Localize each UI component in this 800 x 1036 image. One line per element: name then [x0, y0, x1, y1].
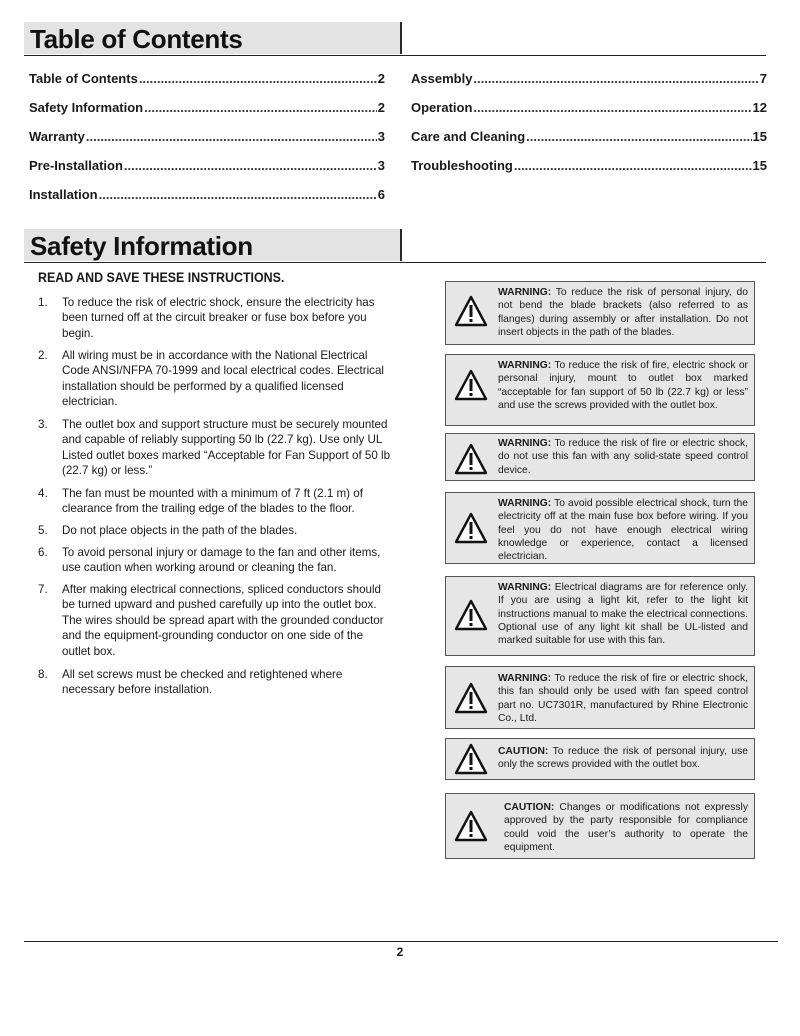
instruction-item	[38, 417, 390, 481]
safety-header-rule	[24, 262, 766, 263]
warning-body: Electrical diagrams are for reference only. If you are using a light kit, refer to the light kit instructions manual to make the electrical connections. Optional use of any light kit shall be UL-listed and marked suitable for use with this fan.	[498, 582, 748, 647]
toc-entry[interactable]	[29, 128, 385, 146]
warning-box	[445, 281, 755, 345]
instruction-number: 3.	[38, 418, 48, 431]
page-number: 2	[396, 945, 404, 959]
toc-leader	[473, 70, 758, 88]
caution-label: CAUTION:	[498, 746, 549, 757]
toc-right-column	[411, 70, 767, 190]
toc-entry-page: 3	[377, 158, 385, 173]
warning-box	[445, 666, 755, 729]
warning-body: To reduce the risk of personal injury, do not bend the blade brackets (also referred to as flanges) during assembly or after installation. Do not insert objects in the path of the blades.	[498, 287, 748, 338]
caution-text	[504, 801, 748, 854]
toc-entry[interactable]	[29, 186, 385, 204]
warning-body: To reduce the risk of fire or electric shock, this fan should only be used with fan speed control part no. UC7301R, manufactured by Rhine Electronic Co., Ltd.	[498, 673, 748, 724]
warning-label: WARNING:	[498, 582, 552, 593]
instruction-text: The fan must be mounted with a minimum of 7 ft (2.1 m) of clearance from the trailing edge of the blades to the floor.	[62, 487, 363, 516]
warning-triangle-icon	[454, 682, 488, 714]
toc-leader	[144, 99, 377, 117]
caution-triangle-icon	[454, 810, 488, 842]
warning-triangle-icon	[454, 295, 488, 327]
toc-leader	[139, 70, 377, 88]
warning-label: WARNING:	[498, 498, 552, 509]
toc-leader	[86, 128, 377, 146]
caution-box	[445, 738, 755, 780]
toc-header-rule	[24, 55, 766, 56]
toc-entry-label: Safety Information	[29, 100, 144, 115]
toc-leader	[124, 157, 377, 175]
instruction-number: 7.	[38, 583, 48, 596]
warning-label: WARNING:	[498, 287, 552, 298]
instruction-item	[38, 667, 390, 699]
toc-entry-page: 15	[752, 158, 767, 173]
safety-subtitle: READ AND SAVE THESE INSTRUCTIONS.	[38, 270, 285, 285]
warning-box	[445, 576, 755, 656]
instruction-number: 1.	[38, 296, 48, 309]
toc-entry[interactable]	[29, 70, 385, 88]
toc-entry-page: 2	[377, 71, 385, 86]
warning-text	[498, 286, 748, 339]
warning-text	[498, 437, 748, 477]
instruction-item	[38, 486, 390, 518]
toc-header-band	[24, 22, 402, 54]
safety-header-band	[24, 229, 402, 261]
instruction-text: To reduce the risk of electric shock, ensure the electricity has been turned off at the circuit breaker or fuse box before you begin.	[62, 296, 375, 340]
toc-leader	[473, 99, 751, 117]
instruction-number: 6.	[38, 546, 48, 559]
caution-triangle-icon	[454, 743, 488, 775]
warning-box	[445, 354, 755, 426]
toc-title: Table of Contents	[30, 24, 243, 54]
toc-entry-label: Operation	[411, 100, 473, 115]
caution-box	[445, 793, 755, 859]
caution-text	[498, 745, 748, 772]
instruction-number: 8.	[38, 668, 48, 681]
toc-entry-page: 15	[752, 129, 767, 144]
toc-entry-page: 12	[752, 100, 767, 115]
caution-label: CAUTION:	[504, 802, 555, 813]
toc-entry[interactable]	[411, 99, 767, 117]
warning-box	[445, 433, 755, 481]
instruction-number: 4.	[38, 487, 48, 500]
toc-entry-page: 6	[377, 187, 385, 202]
instruction-text: Do not place objects in the path of the blades.	[62, 524, 298, 537]
toc-entry-label: Installation	[29, 187, 98, 202]
warning-triangle-icon	[454, 443, 488, 475]
warning-body: To reduce the risk of fire, electric shock or personal injury, mount to outlet box marked “acceptable for fan support of 50 lb (22.7 kg) or less” and use the screws provided with the outlet box.	[498, 360, 748, 411]
safety-title: Safety Information	[30, 231, 253, 261]
toc-entry-label: Assembly	[411, 71, 473, 86]
toc-entry-page: 3	[377, 129, 385, 144]
warning-text	[498, 672, 748, 725]
toc-leader	[514, 157, 752, 175]
instruction-number: 5.	[38, 524, 48, 537]
warning-label: WARNING:	[498, 673, 552, 684]
toc-entry-label: Troubleshooting	[411, 158, 513, 173]
toc-entry[interactable]	[411, 128, 767, 146]
warning-box	[445, 492, 755, 564]
toc-entry[interactable]	[29, 157, 385, 175]
toc-entry-label: Pre-Installation	[29, 158, 123, 173]
footer-rule	[24, 941, 778, 942]
toc-entry-label: Table of Contents	[29, 71, 138, 86]
warning-body: To reduce the risk of fire or electric shock, do not use this fan with any solid-state speed control device.	[498, 438, 748, 476]
toc-entry[interactable]	[411, 157, 767, 175]
caution-body: To reduce the risk of personal injury, use only the screws provided with the outlet box.	[498, 746, 748, 771]
instruction-item	[38, 523, 390, 539]
instruction-text: After making electrical connections, spliced conductors should be turned upward and pushed carefully up into the outlet box. The wires should be spread apart with the grounded conductor and the equipment-grounding conductor on one side of the outlet box.	[62, 583, 384, 658]
warning-triangle-icon	[454, 512, 488, 544]
warning-text	[498, 497, 748, 563]
instruction-text: To avoid personal injury or damage to the fan and other items, use caution when working around or cleaning the fan.	[62, 546, 381, 575]
warning-triangle-icon	[454, 599, 488, 631]
instruction-item	[38, 348, 390, 412]
toc-entry[interactable]	[29, 99, 385, 117]
toc-entry-label: Care and Cleaning	[411, 129, 526, 144]
toc-entry-page: 7	[759, 71, 767, 86]
warning-body: To avoid possible electrical shock, turn the electricity off at the main fuse box before wiring. If you feel you do not have enough electrical wiring knowledge or experience, contact a licensed electrician.	[498, 498, 748, 563]
instruction-text: The outlet box and support structure must be securely mounted and capable of reliably supporting 50 lb (22.7 kg). Use only UL Listed outlet boxes marked “Acceptable for Fan Support of 50 lb (22.7 kg) or less.”	[62, 418, 391, 478]
toc-entry-page: 2	[377, 100, 385, 115]
warning-label: WARNING:	[498, 360, 552, 371]
warning-text	[498, 581, 748, 647]
toc-leader	[526, 128, 751, 146]
instruction-text: All set screws must be checked and retightened where necessary before installation.	[62, 668, 343, 697]
toc-leader	[99, 186, 377, 204]
warning-triangle-icon	[454, 369, 488, 401]
caution-body: Changes or modifications not expressly approved by the party responsible for compliance could void the user’s authority to operate the equipment.	[504, 802, 748, 853]
warning-label: WARNING:	[498, 438, 552, 449]
warning-text	[498, 359, 748, 412]
toc-left-column	[29, 70, 385, 210]
instruction-text: All wiring must be in accordance with the National Electrical Code ANSI/NFPA 70-1999 and local electrical codes. Electrical installation should be performed by a qualified licensed electrician.	[62, 349, 384, 409]
toc-entry[interactable]	[411, 70, 767, 88]
instruction-item	[38, 545, 390, 577]
instruction-number: 2.	[38, 349, 48, 362]
instruction-item	[38, 582, 390, 662]
toc-entry-label: Warranty	[29, 129, 85, 144]
instruction-item	[38, 295, 390, 343]
